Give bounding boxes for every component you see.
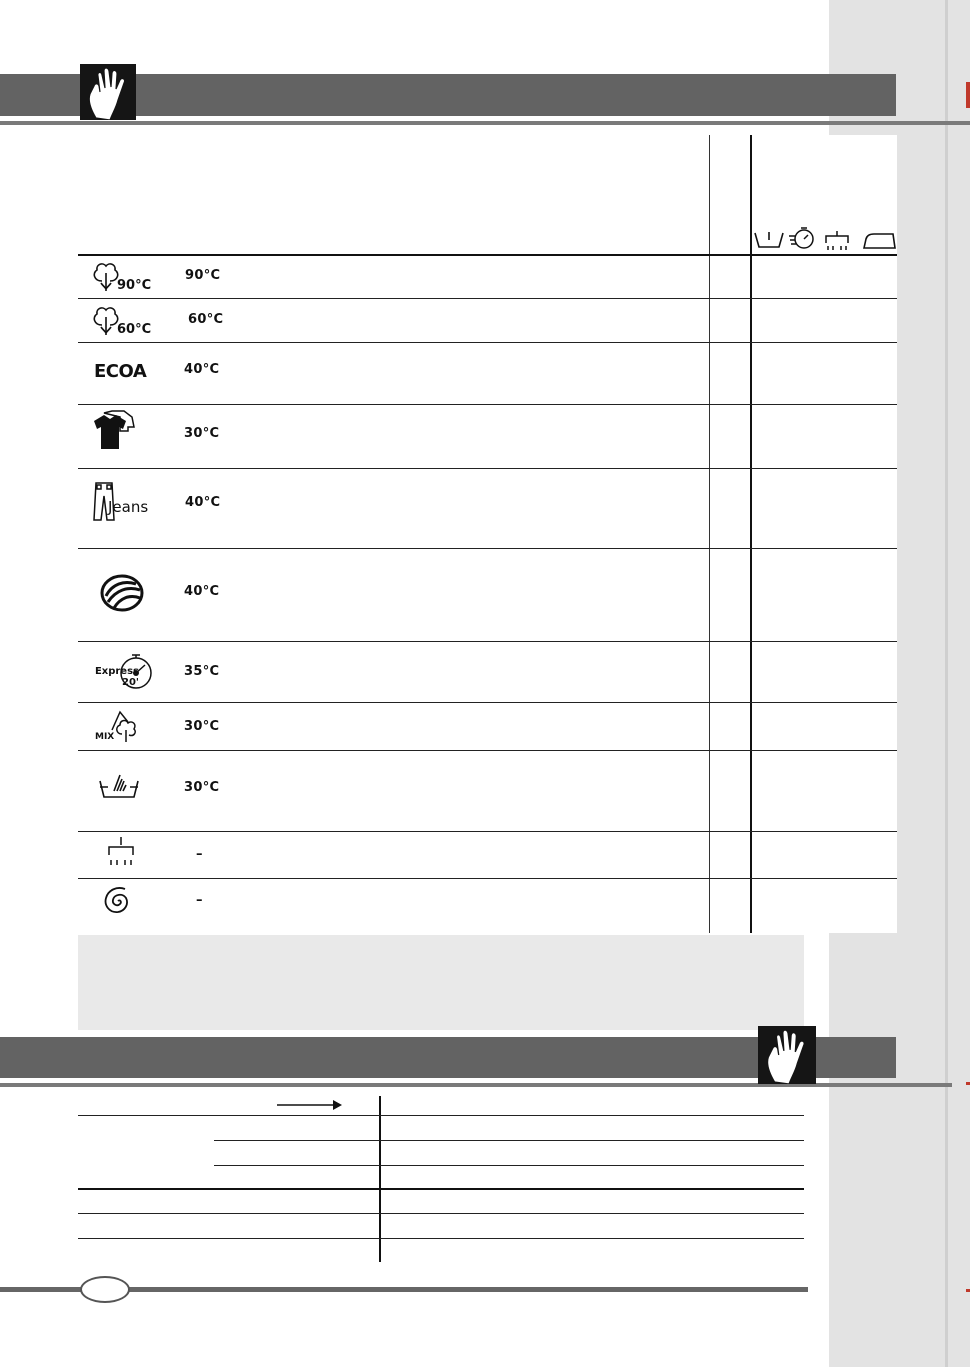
temperature-value: 30°C [184, 719, 220, 734]
temperature-value: 40°C [185, 495, 221, 510]
temperature-value: 90°C [185, 268, 221, 283]
row-divider [78, 878, 897, 879]
row-divider [78, 1115, 804, 1116]
cotton-60-label: 60°C [117, 322, 152, 337]
temperature-value: 35°C [184, 664, 220, 679]
page-number-badge [80, 1276, 130, 1303]
row-divider [78, 831, 897, 832]
temperature-value: – [196, 893, 203, 908]
crop-mark [966, 1289, 970, 1292]
temperature-value: 30°C [184, 426, 220, 441]
wool-icon [98, 572, 146, 618]
row-divider [214, 1165, 804, 1166]
temperature-value: 30°C [184, 780, 220, 795]
row-divider [78, 1238, 804, 1239]
temperature-value: 60°C [188, 312, 224, 327]
prewash-icon [755, 232, 783, 247]
jeans-label: Jeans [108, 498, 149, 516]
row-divider [214, 1140, 804, 1141]
mix-label: MIX [95, 732, 115, 742]
temperature-value: 40°C [184, 584, 220, 599]
row-divider [78, 298, 897, 299]
row-divider [78, 1188, 804, 1190]
note-box [78, 935, 804, 1030]
hand-icon [758, 1026, 816, 1084]
arrow-right-icon [277, 1099, 343, 1111]
care-options-header [752, 223, 898, 257]
spin-icon [98, 883, 138, 923]
hand-icon [80, 64, 136, 120]
row-divider [78, 404, 897, 405]
row-divider [78, 750, 897, 751]
easy-iron-icon [864, 234, 895, 248]
eco-a-icon: ECOA [94, 361, 147, 382]
shirt-icon [90, 409, 138, 457]
header-rule [0, 121, 970, 125]
extra-rinse-icon [826, 231, 848, 250]
row-divider [78, 1213, 804, 1214]
crop-mark [966, 1082, 970, 1085]
temperature-value: 40°C [184, 362, 220, 377]
row-divider [78, 548, 897, 549]
rinse-icon [106, 835, 136, 875]
crop-mark [966, 82, 970, 108]
row-divider [78, 468, 897, 469]
row-divider [78, 641, 897, 642]
sidebar-divider [945, 0, 948, 1367]
row-divider [78, 254, 897, 256]
temperature-value: – [196, 847, 203, 862]
mix-icon [106, 704, 140, 752]
row-divider [78, 342, 897, 343]
programme-table [78, 135, 897, 933]
cotton-90-label: 90°C [117, 278, 152, 293]
row-divider [78, 702, 897, 703]
express-20-label: Express 20' [94, 666, 139, 688]
quick-wash-icon [789, 228, 813, 248]
hand-wash-icon [98, 767, 140, 807]
